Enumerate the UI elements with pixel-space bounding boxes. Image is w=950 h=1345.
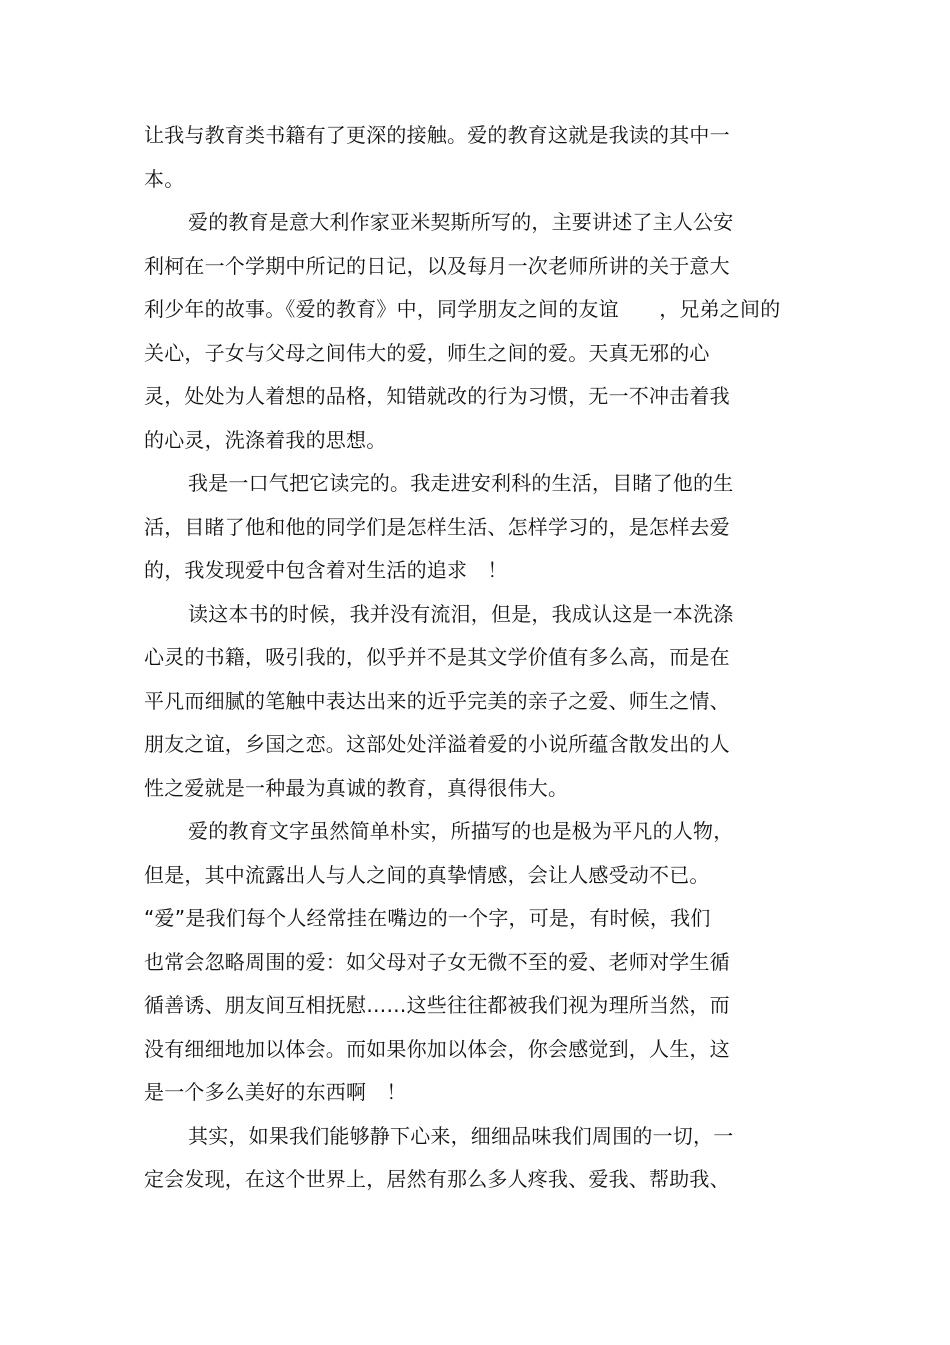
text-line: 利柯在一个学期中所记的日记，以及每月一次老师所讲的关于意大	[144, 253, 730, 278]
text-line: 关心，子女与父母之间伟大的爱，师生之间的爱。天真无邪的心	[144, 340, 710, 365]
text-line: 也常会忽略周围的爱：如父母对子女无微不至的爱、老师对学生循	[144, 949, 730, 974]
text-line: 性之爱就是一种最为真诚的教育，真得很伟大。	[144, 775, 569, 800]
text-line: 我是一口气把它读完的。我走进安利科的生活，目睹了他的生	[188, 471, 734, 495]
text-line: 其实，如果我们能够静下心来，细细品味我们周围的一切，一	[188, 1123, 734, 1148]
text-line: 爱的教育文字虽然简单朴实，所描写的也是极为平凡的人物，	[188, 819, 734, 843]
text-line: 的，我发现爱中包含着对生活的追求 ！	[144, 558, 508, 582]
text-line: 的心灵，洗涤着我的思想。	[144, 427, 387, 452]
document-body	[144, 114, 844, 1202]
text-line: 但是，其中流露出人与人之间的真挚情感，会让人感受动不已。	[144, 862, 710, 887]
text-line: 读这本书的时候，我并没有流泪，但是，我成认这是一本洗涤	[188, 601, 734, 626]
text-line: 循善诱、朋友间互相抚慰……这些往往都被我们视为理所当然，而	[144, 993, 730, 1017]
text-line: 让我与教育类书籍有了更深的接触。爱的教育这就是我读的其中一	[144, 123, 730, 147]
text-line: 本。	[144, 166, 185, 191]
text-line: 没有细细地加以体会。而如果你加以体会，你会感觉到，人生，这	[144, 1036, 730, 1061]
text-line: 朋友之谊，乡国之恋。这部处处洋溢着爱的小说所蕴含散发出的人	[144, 732, 730, 756]
text-line: 活，目睹了他和他的同学们是怎样生活、怎样学习的，是怎样去爱	[144, 514, 730, 539]
text-line: 平凡而细腻的笔触中表达出来的近乎完美的亲子之爱、师生之情、	[144, 688, 730, 713]
text-line: 爱的教育是意大利作家亚米契斯所写的，主要讲述了主人公安	[188, 210, 734, 234]
text-line: 是一个多么美好的东西啊 ！	[144, 1080, 407, 1104]
text-line: 心灵的书籍，吸引我的，似乎并不是其文学价值有多么高，而是在	[144, 645, 730, 669]
text-line: 利少年的故事。《爱的教育》中，同学朋友之间的友谊 ，兄弟之间的	[144, 297, 781, 321]
text-line: 灵，处处为人着想的品格，知错就改的行为习惯，无一不冲击着我	[144, 384, 730, 408]
text-line: “爱”是我们每个人经常挂在嘴边的一个字，可是，有时候，我们	[144, 906, 711, 930]
text-line: 定会发现，在这个世界上，居然有那么多人疼我、爱我、帮助我、	[144, 1167, 730, 1191]
